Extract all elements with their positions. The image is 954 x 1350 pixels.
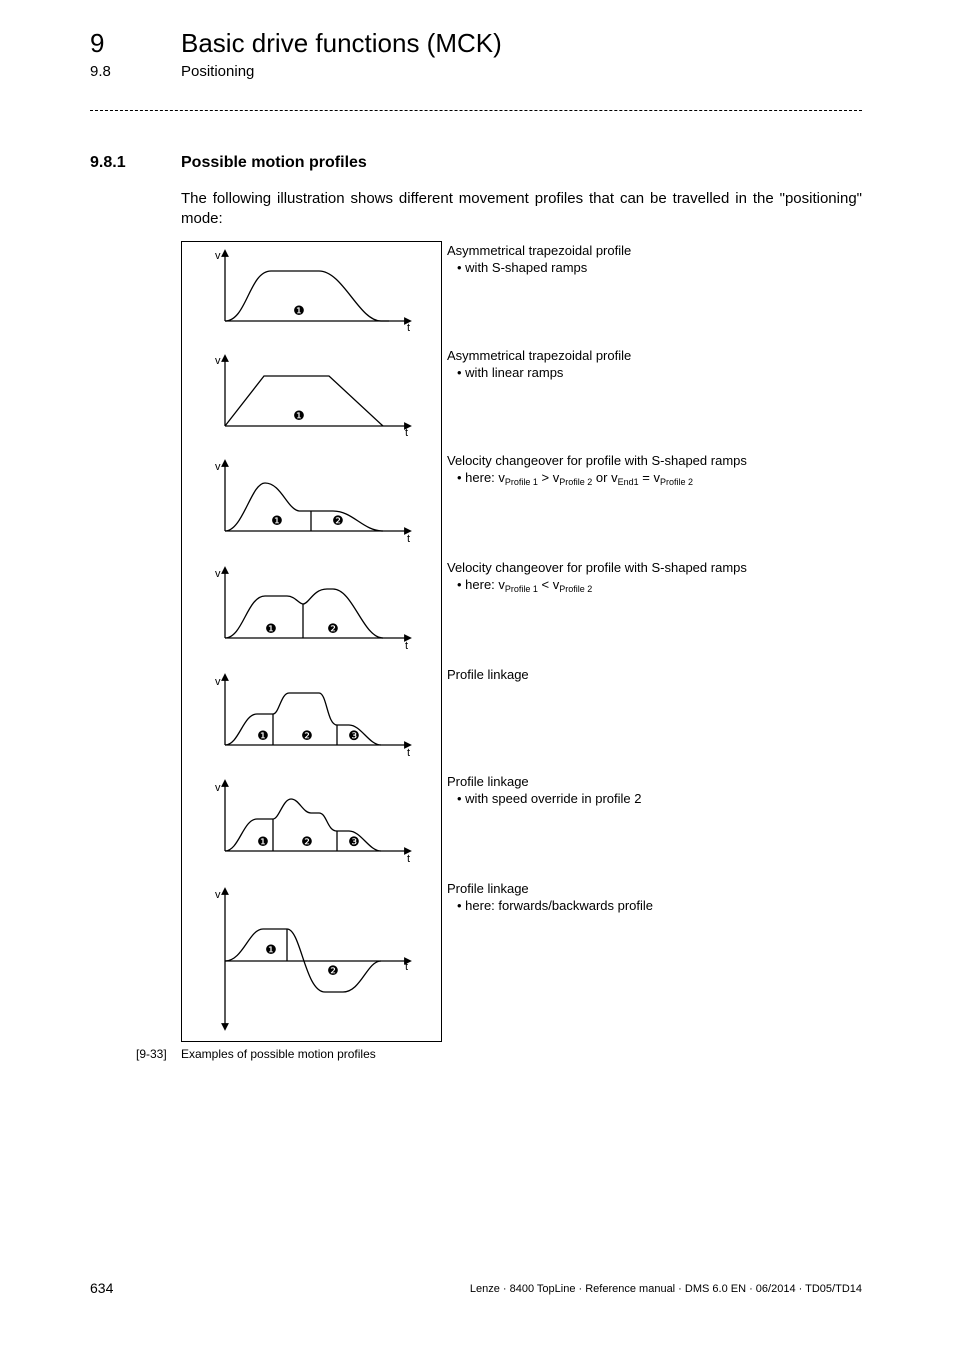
description-title: Asymmetrical trapezoidal profile [447,348,632,363]
description-title: Profile linkage [447,774,529,789]
subsection-number: 9.8.1 [90,154,126,171]
description-title: Profile linkage [447,881,529,896]
marker-2: ❷ [301,834,313,849]
axis-t-label: t [407,322,411,334]
profile-4-graph [225,570,408,638]
profile-1-graph [225,253,408,321]
figure-caption-text: Examples of possible motion profiles [181,1047,376,1061]
footer-text: Lenze · 8400 TopLine · Reference manual · DMS 6.0 EN · 06/2014 · TD05/TD14 [469,1283,862,1295]
marker-1: ❶ [257,728,269,743]
axis-t-label: t [405,961,409,973]
description-bullet: • here: $v_{Profile 1} > v_{Profile 2}$ or $v_{End1} = v_{Profile 2}$ [457,470,693,487]
axis-v-label: v [215,355,221,367]
section-title: Positioning [181,63,255,80]
chapter-number: 9 [90,28,105,58]
profile-6-graph [225,783,408,851]
marker-1: ❶ [257,834,269,849]
chapter-title: Basic drive functions (MCK) [181,28,502,58]
description-bullet: • with linear ramps [457,365,564,380]
marker-1: ❶ [265,942,277,957]
profile-3-description [447,452,747,486]
profile-3-graph [225,463,408,531]
axis-v-label: v [215,568,221,580]
marker-2: ❷ [332,513,344,528]
header-divider [90,110,862,111]
marker-1: ❶ [271,513,283,528]
axis-v-label: v [215,461,221,473]
page-number: 634 [90,1280,114,1296]
marker-3: ❸ [348,834,360,849]
axis-v-label: v [215,676,221,688]
axis-t-label: t [407,533,411,545]
profile-2-description [447,347,631,381]
section-number: 9.8 [90,63,111,80]
profile-2-graph [225,358,408,426]
marker-2: ❷ [327,621,339,636]
description-bullet: • here: forwards/backwards profile [457,898,654,913]
marker-1: ❶ [293,303,305,318]
profile-5-graph [225,677,408,745]
description-title: Profile linkage [447,667,529,682]
axis-t-label: t [405,427,409,439]
axis-v-label: v [215,889,221,901]
axis-v-label: v [215,250,221,262]
profile-7-description [447,880,653,914]
axis-t-label: t [407,747,411,759]
description-title: Velocity changeover for profile with S-shaped ramps [447,453,747,468]
marker-1: ❶ [293,408,305,423]
subsection-title: Possible motion profiles [181,154,367,171]
description-bullet: • here: $v_{Profile 1} < v_{Profile 2}$ [457,577,593,594]
marker-2: ❷ [301,728,313,743]
profile-1-description [447,242,631,276]
description-title: Velocity changeover for profile with S-shaped ramps [447,560,747,575]
axis-v-label: v [215,782,221,794]
marker-1: ❶ [265,621,277,636]
profile-4-description [447,559,747,593]
profile-7-graph [225,891,408,1027]
marker-2: ❷ [327,963,339,978]
profile-6-description [447,773,641,807]
motion-profiles-figure [181,241,442,1042]
description-bullet: • with speed override in profile 2 [457,791,642,806]
figure-caption-number: [9-33] [136,1047,167,1061]
description-title: Asymmetrical trapezoidal profile [447,243,632,258]
profile-5-description [447,666,529,683]
axis-t-label: t [407,853,411,865]
axis-t-label: t [405,640,409,652]
intro-paragraph: The following illustration shows different movement profiles that can be travelled in the "positioning" mode: [181,190,862,227]
marker-3: ❸ [348,728,360,743]
description-bullet: • with S-shaped ramps [457,260,588,275]
